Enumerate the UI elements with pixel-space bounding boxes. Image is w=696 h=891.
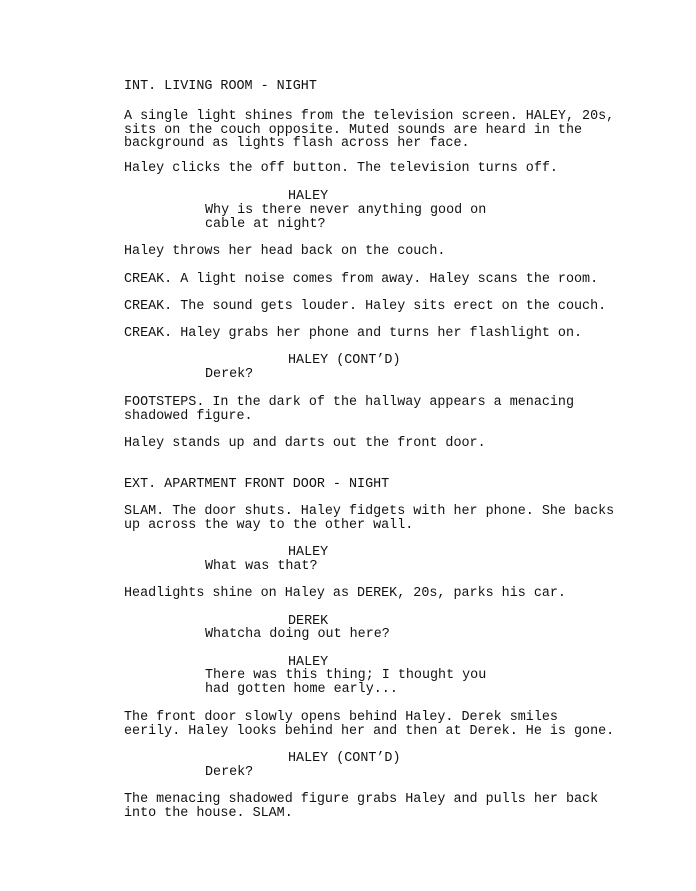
dialogue: What was that? (205, 559, 318, 574)
action-line: A single light shines from the television screen. HALEY, 20s, sits on the couch opposite. Muted sounds are heard in the background as lights flash across her face. (124, 109, 615, 151)
action-line: Haley stands up and darts out the front door. (124, 436, 486, 451)
dialogue: Derek? (205, 367, 254, 382)
scene-heading: EXT. APARTMENT FRONT DOOR - NIGHT (124, 477, 390, 492)
character-name: HALEY (CONT’D) (288, 751, 401, 766)
action-line: Haley throws her head back on the couch. (124, 244, 446, 259)
character-name: DEREK (288, 614, 329, 629)
character-name: HALEY (288, 545, 329, 560)
action-line: Haley clicks the off button. The television turns off. (124, 161, 558, 176)
action-line: FOOTSTEPS. In the dark of the hallway appears a menacing shadowed figure. (124, 395, 574, 424)
dialogue: There was this thing; I thought you had gotten home early... (205, 668, 487, 697)
action-line: The menacing shadowed figure grabs Haley and pulls her back into the house. SLAM. (124, 792, 599, 821)
dialogue: Derek? (205, 765, 254, 780)
dialogue: Whatcha doing out here? (205, 627, 390, 642)
character-name: HALEY (288, 655, 329, 670)
scene-heading: INT. LIVING ROOM - NIGHT (124, 79, 317, 94)
action-line: The front door slowly opens behind Haley. Derek smiles eerily. Haley looks behind her and then at Derek. He is gone. (124, 710, 615, 739)
character-name: HALEY (CONT’D) (288, 353, 401, 368)
action-line: Headlights shine on Haley as DEREK, 20s, parks his car. (124, 586, 566, 601)
dialogue: Why is there never anything good on cable at night? (205, 203, 487, 232)
action-line: SLAM. The door shuts. Haley fidgets with her phone. She backs up across the way to the other wall. (124, 504, 615, 533)
action-line: CREAK. A light noise comes from away. Haley scans the room. (124, 272, 599, 287)
action-line: CREAK. The sound gets louder. Haley sits erect on the couch. (124, 299, 607, 314)
character-name: HALEY (288, 189, 329, 204)
action-line: CREAK. Haley grabs her phone and turns her flashlight on. (124, 326, 583, 341)
